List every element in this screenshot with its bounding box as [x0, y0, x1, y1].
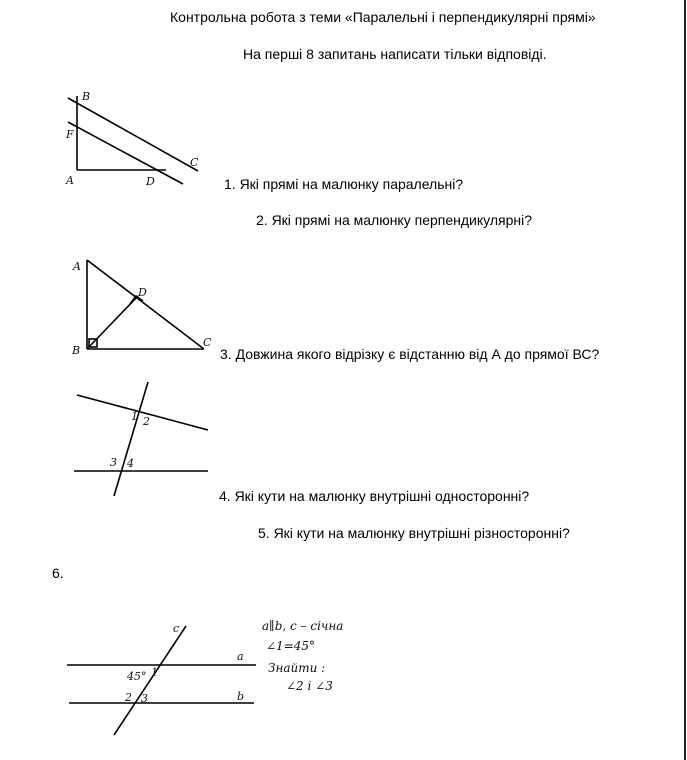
- fig1-label-a: A: [66, 174, 74, 187]
- fig3-angle-4: 4: [127, 457, 134, 470]
- fig2-label-d: D: [138, 286, 147, 299]
- angle-note: ∠1=45°: [266, 639, 316, 653]
- question-4: 4. Які кути на малюнку внутрішні односторонні?: [219, 488, 530, 504]
- find-value: ∠2 і ∠3: [286, 679, 333, 693]
- question-2: 2. Які прямі на малюнку перпендикулярні?: [256, 212, 532, 228]
- fig1-label-f: F: [66, 128, 74, 141]
- fig4-label-a: a: [237, 650, 244, 663]
- fig1-label-b: B: [82, 90, 91, 103]
- question-6: 6.: [52, 565, 64, 581]
- page-title: Контрольна робота з теми «Паралельні і перпендикулярні прямі»: [170, 9, 596, 25]
- fig2-label-c: C: [203, 336, 212, 349]
- page-edge-line: [684, 0, 686, 760]
- fig4-label-c: c: [173, 622, 180, 635]
- fig2-label-b: B: [72, 344, 81, 357]
- given-note: a∥b, c – січна: [262, 619, 344, 633]
- fig4-angle-3: 3: [141, 692, 148, 705]
- question-3: 3. Довжина якого відрізку є відстанню від А до прямої ВС?: [220, 346, 600, 362]
- fig1-label-d: D: [146, 175, 155, 188]
- instructions: На перші 8 запитань написати тільки відповіді.: [243, 46, 547, 62]
- question-1: 1. Які прямі на малюнку паралельні?: [224, 176, 464, 192]
- fig4-label-45: 45°: [127, 670, 147, 683]
- fig2-label-a: A: [73, 260, 81, 273]
- fig3-angle-1: 1: [131, 410, 138, 423]
- fig3-angle-3: 3: [110, 456, 117, 469]
- fig1-label-c: C: [190, 156, 199, 169]
- fig4-angle-1: 1: [151, 666, 158, 679]
- fig4-label-b: b: [237, 690, 245, 703]
- fig4-angle-2: 2: [125, 691, 132, 704]
- find-label: Знайти :: [268, 661, 326, 675]
- question-5: 5. Які кути на малюнку внутрішні різносторонні?: [258, 525, 570, 541]
- fig3-angle-2: 2: [143, 415, 150, 428]
